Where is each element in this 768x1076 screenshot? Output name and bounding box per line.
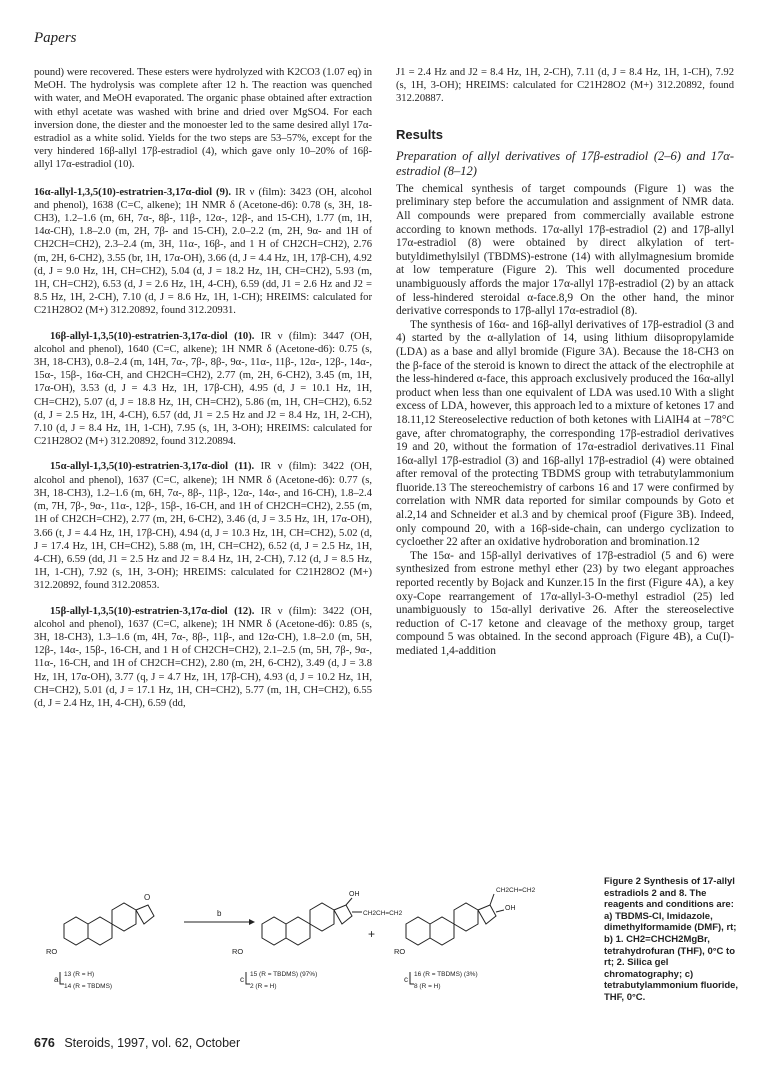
entry-title: 16β-allyl-1,3,5(10)-estratrien-3,17α-diol (10). <box>50 330 255 342</box>
steroid-structure-left <box>64 903 154 945</box>
ro-label-middle: RO <box>232 947 244 956</box>
compound-entry-9 <box>34 186 372 318</box>
entry-title: 16α-allyl-1,3,5(10)-estratrien-3,17α-diol (9). <box>34 186 232 198</box>
subsection-title: Preparation of allyl derivatives of 17β-estradiol (2–6) and 17α-estradiol (8–12) <box>396 148 734 178</box>
compound-8-label: 8 (R = H) <box>414 983 441 990</box>
ro-label-left: RO <box>46 947 58 956</box>
steroid-structure-right <box>406 894 504 945</box>
caption-label: Figure 2 <box>604 876 641 887</box>
intro-paragraph: pound) were recovered. These esters were hydrolyzed with K2CO3 (1.07 eq) in MeOH. The hydrolysis was complete after 12 h. The reaction was quenched with water, and MeOH evaporated. The organic phase obtained after extraction with ethyl acetate was washed with brine and dried over MgSO4. For each inversion done, the diester and the monoester led to the same desired allyl 17α-estradiol as a white solid. Yields for the two steps are 53–57%, except for the very hindered 16β-allyl 17β-estradiol (4), which gave only 10–20% of 16β-allyl 17α-estradiol (10). <box>34 67 372 171</box>
results-paragraph: The synthesis of 16α- and 16β-allyl derivatives of 17β-estradiol (3 and 4) started by the α-allylation of 14, using lithium diisopropylamide (LDA) as a base and allyl bromide (Figure 3A). Because the 18-CH3 on the β-face of the steroid is known to direct the attack of the electrophile at the less-hindered α-face, this approach exclusively produced the 16α-allyl product when less than one equivalent of LDA was used.10 With a slight excess of LDA, however, this approach led to a mixture of ketones 17 and 18.11,12 Stereoselective reduction of both ketones with LiAlH4 at −78°C gave, after chromatography, the corresponding 17β-estradiol derivatives 19 and 20, without the formation of 17α-estradiol derivatives.11 Final 16α-allyl 17β-estradiol (3) and 16β-allyl 17β-estradiol (4) were obtained after removal of the protecting TBDMS group with tetrabutylammonium fluoride.13 The stereochemistry of carbons 16 and 17 were confirmed by correlation with NMR data reported for similar compounds by Goto et al.2,14 and Schneider et al.3 and by chemical proof (Figure 3B). Indeed, only compound 20, with a 16β-side-chain, can undergo cyclization to cycloether 22 after an oxidative hydroboration and bromination.12 <box>396 318 734 549</box>
running-header: Papers <box>34 30 77 46</box>
compound-entry-10 <box>34 330 372 449</box>
continuation-paragraph: J1 = 2.4 Hz and J2 = 8.4 Hz, 1H, 2-CH), 7.11 (d, J = 8.4 Hz, 1H, 1-CH), 7.92 (s, 1H, 3-OH); HREIMS: calculated for C21H28O2 (M+) 312.20892, found 312.20887. <box>396 67 734 105</box>
step-b-label: b <box>217 909 222 918</box>
plus-sign: + <box>368 927 376 941</box>
figure-caption <box>604 876 742 1004</box>
oh-label-right: OH <box>505 905 516 912</box>
allyl-label-right: CH2CH=CH2 <box>496 887 536 894</box>
results-paragraph: The chemical synthesis of target compounds (Figure 1) was the preliminary step before the accumulation and assignment of NMR data. All compounds were prepared from commercially available estrone according to known methods. 17α-allyl 17β-estradiol (2) and 17β-allyl 17α-estradiol (8) were obtained by direct alkylation of tert-butyldimethylsilyl (TBDMS)-estrone (14) with allylmagnesium bromide at low temperature (Figure 2). This well documented procedure unambiguously affords the major 17α-allyl 17β-estradiol (2) by an attack of less-hindered steroidal α-face.8,9 On the other hand, the minor derivative corresponds to 17β-allyl 17α-estradiol (8). <box>396 182 734 318</box>
compound-entry-12 <box>34 605 372 711</box>
figure-2-scheme <box>34 872 594 1022</box>
page-footer <box>34 1036 240 1050</box>
step-c-label-middle: c <box>240 975 244 984</box>
entry-text: IR ν (film): 3447 (OH, alcohol and phenol), 1640 (C=C, alkene); 1H NMR δ (Acetone-d6): 0.75 (s, 3H, 18-CH3), 0.8–2.4 (m, 14H, 7α-, 7β-, 8β-, 9α-, 11α-, 11β-, 12α-, 12β-, 14α-, 15α-, 15β-, 16α-CH, and CH2CH=CH2), 2.77 (m, 2H, 6-CH2), 3.45 (m, 1H, 17α-OH), 3.53 (d, J = 4.3 Hz, 1H, 17β-CH), 4.95 (d, J = 10.1 Hz, 1H, CH=CH2), 5.07 (d, J = 18.8 Hz, 1H, CH=CH2), 5.86 (m, 1H, CH=CH2), 6.52 (d, J = 2.5 Hz, 1H, 4-CH), 6.57 (dd, J1 = 2.5 Hz and J2 = 8.4 Hz, 1H, 2-CH), 7.10 (d, J = 8.4 Hz, 1H, 1-CH), 7.95 (s, 1H, 3-OH); HREIMS: calculated for C21H28O2 (M+) 312.20892, found 312.20894. <box>34 330 373 448</box>
step-c-label-right: c <box>404 975 408 984</box>
compound-15-label: 15 (R = TBDMS) (97%) <box>250 971 318 978</box>
ro-label-right: RO <box>394 947 406 956</box>
section-title: Results <box>396 126 443 142</box>
left-column <box>34 66 372 722</box>
compound-13-label: 13 (R = H) <box>64 971 95 978</box>
steroid-structure-middle <box>262 898 362 945</box>
journal-citation: Steroids, 1997, vol. 62, October <box>64 1036 241 1050</box>
oh-label-middle: OH <box>349 891 360 898</box>
entry-title: 15α-allyl-1,3,5(10)-estratrien-3,17α-diol (11). <box>50 461 255 473</box>
caption-text: Synthesis of 17-allyl estradiols 2 and 8. The reagents and conditions are: a) TBDMS-Cl, Imidazole, dimethylformamide (DMF), rt; b) 1. CH2=CHCH2MgBr, tetrahydrofuran (THF), 0°C to rt; 2. Silica gel chromatography; c) tetrabutylammonium fluoride, THF, 0°C. <box>604 876 739 1003</box>
entry-title: 15β-allyl-1,3,5(10)-estratrien-3,17α-diol (12). <box>50 605 255 617</box>
results-paragraph: The 15α- and 15β-allyl derivatives of 17β-estradiol (5 and 6) were synthesized from estrone methyl ether (23) by two elegant approaches reported recently by Bojack and Kunzer.15 In the first (Figure 4A), a key oxy-Cope rearrangement of 17α-allyl-3-O-methyl estradiol (25) led unambiguously to 15α-allyl derivative 26. After the stereoselective reduction of C-17 ketone and cleavage of the methoxy group, target compound 5 was obtained. In the second approach (Figure 4B), a Cu(I)-mediated 1,4-addition <box>396 549 734 657</box>
entry-text: IR ν (film): 3422 (OH, alcohol and phenol), 1637 (C=C, alkene); 1H NMR δ (Acetone-d6): 0.85 (s, 3H, 18-CH3), 1.3–1.6 (m, 4H, 7α-, 8β-, 11β-, and 12α-CH), 1.8–2.0 (m, 5H, 12β-, 14α-, 15β-, 16-CH, and 1 H of CH2CH=CH2), 2.1–2.5 (m, 5H, 7β-, 9α-, 11α-, 16-CH, and 1H of CH2CH=CH2), 2.80 (m, 2H, 6-CH2), 3.49 (d, J = 3.8 Hz, 1H, 17α-OH), 3.77 (q, J = 4.7 Hz, 1H, 17β-CH), 4.93 (d, J = 10.2 Hz, 1H, CH=CH2), 5.01 (d, J = 17.1 Hz, 1H, CH=CH2), 5.77 (m, 1H, CH=CH2), 6.55 (d, J = 2.4 Hz, 1H, 4-CH), 6.59 (dd, <box>34 605 373 709</box>
compound-entry-11 <box>34 460 372 592</box>
right-column <box>396 66 734 659</box>
arrow-head <box>249 919 255 925</box>
compound-2-label: 2 (R = H) <box>250 983 277 990</box>
reaction-scheme <box>34 872 594 1022</box>
entry-text: IR ν (film): 3422 (OH, alcohol and phenol), 1637 (C=C, alkene); 1H NMR δ (Acetone-d6): 0.77 (s, 3H, 18-CH3), 1.2–1.6 (m, 6H, 7α-, 8β-, 11β-, 12α-, 14α-, and 16-CH), 1.8–2.4 (m, 7H, 7β-, 9α-, 11α-, 12β-, 15β-, 16-CH, and 1H of CH2CH=CH2), 2.55 (m, 1H of CH2CH=CH2), 2.77 (m, 2H, 6-CH2), 3.46 (d, J = 3.5 Hz, 1H, 17α-OH), 3.66 (t, J = 4.4 Hz, 1H, 17β-CH), 4.94 (d, J = 10.3 Hz, 1H, CH=CH2), 5.02 (d, J = 17.4 Hz, 1H, CH=CH2), 5.88 (m, 1H, CH=CH2), 6.52 (d, J = 2.5 Hz, 1H, 4-CH), 6.59 (dd, J1 = 2.5 Hz and J2 = 8.4 Hz, 1H, 2-CH), 7.12 (d, J = 8.5 Hz, 1H, 1-CH), 7.92 (s, 1H, 3-OH); HREIMS: calculated for C21H28O2 (M+) 312.20892, found 312.20853. <box>34 461 372 592</box>
results-body <box>396 183 734 659</box>
compound-16-label: 16 (R = TBDMS) (3%) <box>414 971 478 978</box>
compound-14-label: 14 (R = TBDMS) <box>64 983 113 990</box>
entry-text: IR ν (film): 3423 (OH, alcohol and phenol), 1638 (C=C, alkene); 1H NMR δ (Acetone-d6): 0.78 (s, 3H, 18-CH3), 1.2–1.6 (m, 6H, 7α-, 8β-, 11β-, 12α-, 12β-, and 15-CH), 1.77 (m, 1H, 14α-CH), 1.8–2.0 (m, 2H, 7β- and 15-CH), 2.0–2.2 (m, 2H, 9α- and 1H of CH2CH=CH2), 2.3–2.4 (m, 3H, 11α-, 16β-, and 1 H of CH2CH=CH2), 2.76 (m, 2H, 6-CH2), 3.55 (br, 1H, 17α-OH), 3.66 (d, J = 4.4 Hz, 1H, 17β-CH), 4.92 (d, J = 9.0 Hz, 1H, CH=CH2), 5.04 (d, J = 18.2 Hz, 1H, CH=CH2), 5.93 (m, 1H, CH=CH2), 6.53 (d, J = 2.6 Hz, 1H, 4-CH), 6.59 (dd, J1 = 2.6 Hz and J2 = 8.5 Hz, 1H, 2-CH), 7.10 (d, J = 8.6 Hz, 1H, 1-CH); HREIMS: calculated for C21H28O2 (M+) 312.20892, found 312.20931. <box>34 186 372 317</box>
allyl-label-middle: CH2CH=CH2 <box>363 910 403 917</box>
page-number: 676 <box>34 1036 55 1050</box>
step-a-label: a <box>54 975 59 984</box>
ketone-label: O <box>144 893 151 902</box>
